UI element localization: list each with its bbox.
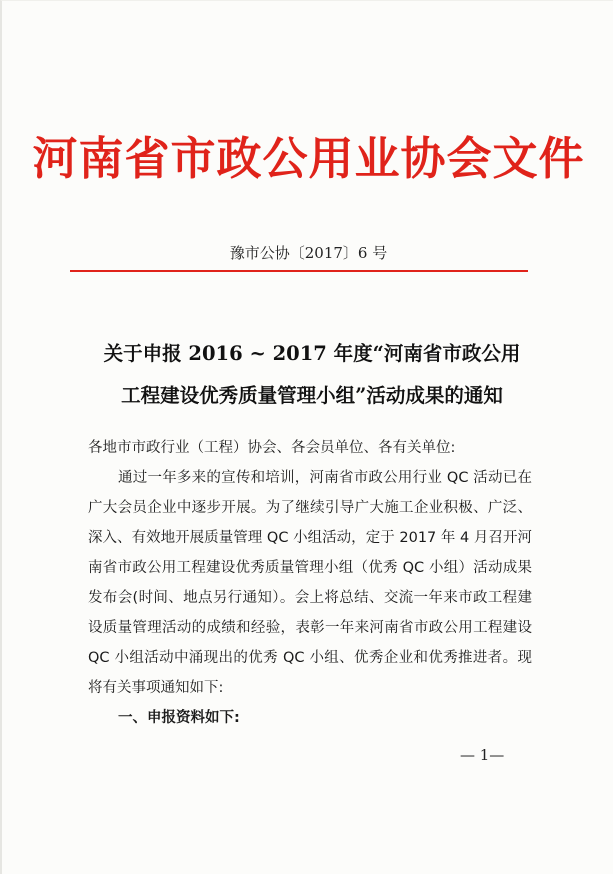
red-divider-line (70, 270, 528, 272)
notice-title-line-2: 工程建设优秀质量管理小组”活动成果的通知 (121, 384, 503, 407)
document-number: 豫市公协〔2017〕6 号 (229, 244, 388, 262)
notice-title (72, 333, 552, 417)
addressee-line: 各地市市政行业（工程）协会、各会员单位、各有关单位: (88, 440, 456, 456)
section-heading-1: 一、申报资料如下: (118, 710, 240, 726)
notice-title-line-1: 关于申报 2016 ~ 2017 年度“河南省市政公用 (103, 342, 521, 365)
body-paragraph-1: 通过一年多来的宣传和培训，河南省市政公用行业 QC 活动已在广大会员企业中逐步开展。为了继续引导广大施工企业积极、广泛、深入、有效地开展质量管理 QC 小组活动，定于 2017 年 4 月召开河南省市政公用工程建设优秀质量管理小组（优秀 QC 小组）活动成果发布会(时间、地点另行通知）。会上将总结、交流一年来市政工程建设质量管理活动的成绩和经验，表彰一年来河南省市政公用工程建设 QC 小组活动中涌现出的优秀 QC 小组、优秀企业和优秀推进者。现将有关事项通知如下: (88, 470, 532, 696)
notice-body (88, 433, 532, 733)
page-number: — 1— (460, 746, 505, 764)
issuer-header-title: 河南省市政公用业协会文件 (32, 132, 585, 185)
